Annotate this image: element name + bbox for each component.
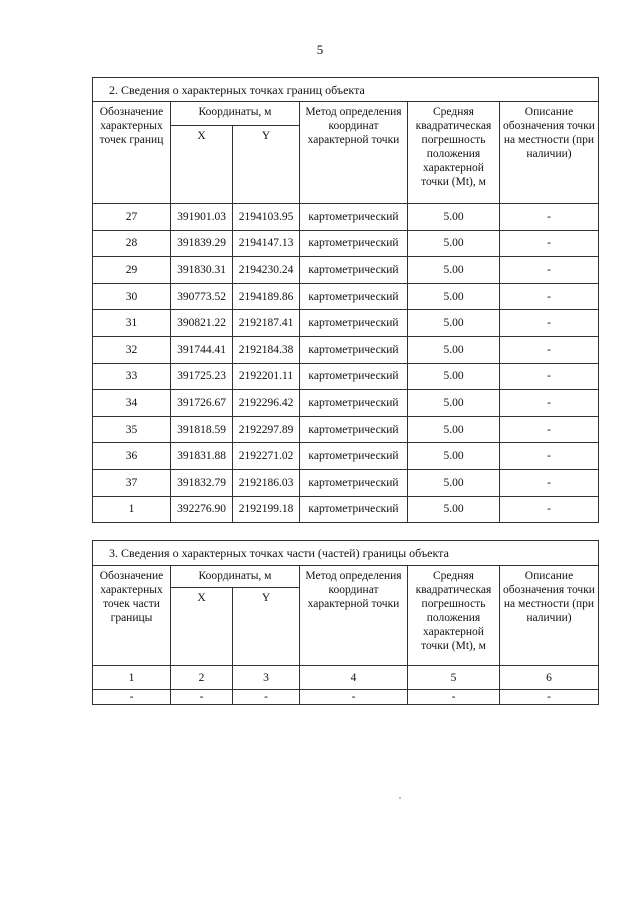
method-cell: картометрический: [300, 204, 408, 231]
description-cell: -: [500, 469, 599, 496]
x-coordinate: 391901.03: [171, 204, 233, 231]
accuracy-cell: 5.00: [408, 469, 500, 496]
method-cell: картометрический: [300, 336, 408, 363]
y-coordinate: -: [233, 690, 300, 705]
method-cell: -: [300, 690, 408, 705]
point-number: 30: [93, 283, 171, 310]
header-method: Метод определения координат характерной точки: [300, 566, 408, 666]
y-coordinate: 2192186.03: [233, 469, 300, 496]
y-coordinate: 2192199.18: [233, 496, 300, 523]
method-cell: картометрический: [300, 390, 408, 417]
description-cell: -: [500, 416, 599, 443]
header-accuracy: Средняя квадратическая погрешность положения характерной точки (Mt), м: [408, 102, 500, 204]
y-coordinate: 2192201.11: [233, 363, 300, 390]
table-row: [93, 496, 599, 523]
method-cell: картометрический: [300, 283, 408, 310]
table-row: [93, 390, 599, 417]
accuracy-cell: 5.00: [408, 416, 500, 443]
table-row: [93, 469, 599, 496]
table-row: [93, 310, 599, 337]
section-3-title: 3. Сведения о характерных точках части (частей) границы объекта: [93, 541, 599, 566]
x-coordinate: 391725.23: [171, 363, 233, 390]
y-coordinate: 2192184.38: [233, 336, 300, 363]
y-coordinate: 2194147.13: [233, 230, 300, 257]
x-coordinate: 390821.22: [171, 310, 233, 337]
table-row: [93, 363, 599, 390]
table-row: [93, 336, 599, 363]
x-coordinate: 391830.31: [171, 257, 233, 284]
point-number: -: [93, 690, 171, 705]
accuracy-cell: 5.00: [408, 283, 500, 310]
description-cell: -: [500, 310, 599, 337]
header-point: Обозначение характерных точек границ: [93, 102, 171, 204]
x-coordinate: 391839.29: [171, 230, 233, 257]
accuracy-cell: 5.00: [408, 363, 500, 390]
point-number: 35: [93, 416, 171, 443]
table-row: [93, 230, 599, 257]
header-point: Обозначение характерных точек части границы: [93, 566, 171, 666]
description-cell: -: [500, 390, 599, 417]
y-coordinate: 2192297.89: [233, 416, 300, 443]
header-x: X: [171, 126, 233, 204]
method-cell: картометрический: [300, 257, 408, 284]
header-y: Y: [233, 588, 300, 666]
y-coordinate: 2194189.86: [233, 283, 300, 310]
x-coordinate: 391744.41: [171, 336, 233, 363]
y-coordinate: 2194103.95: [233, 204, 300, 231]
description-cell: -: [500, 363, 599, 390]
part-boundary-points-table: [92, 540, 599, 705]
point-number: 33: [93, 363, 171, 390]
method-cell: картометрический: [300, 230, 408, 257]
point-number: 27: [93, 204, 171, 231]
column-number: 5: [408, 666, 500, 690]
table-row: [93, 443, 599, 470]
x-coordinate: -: [171, 690, 233, 705]
description-cell: -: [500, 230, 599, 257]
y-coordinate: 2194230.24: [233, 257, 300, 284]
point-number: 36: [93, 443, 171, 470]
header-description: Описание обозначения точки на местности (при наличии): [500, 566, 599, 666]
description-cell: -: [500, 496, 599, 523]
header-coordinates: Координаты, м: [171, 102, 300, 126]
x-coordinate: 392276.90: [171, 496, 233, 523]
point-number: 32: [93, 336, 171, 363]
header-description: Описание обозначения точки на местности (при наличии): [500, 102, 599, 204]
point-number: 37: [93, 469, 171, 496]
y-coordinate: 2192271.02: [233, 443, 300, 470]
description-cell: -: [500, 283, 599, 310]
method-cell: картометрический: [300, 416, 408, 443]
table-row: [93, 690, 599, 705]
y-coordinate: 2192296.42: [233, 390, 300, 417]
table-row: [93, 257, 599, 284]
header-x: X: [171, 588, 233, 666]
header-y: Y: [233, 126, 300, 204]
column-number: 1: [93, 666, 171, 690]
method-cell: картометрический: [300, 363, 408, 390]
x-coordinate: 391831.88: [171, 443, 233, 470]
boundary-points-table: [92, 77, 599, 523]
y-coordinate: 2192187.41: [233, 310, 300, 337]
description-cell: -: [500, 204, 599, 231]
table-row: [93, 283, 599, 310]
header-coordinates: Координаты, м: [171, 566, 300, 588]
accuracy-cell: 5.00: [408, 310, 500, 337]
x-coordinate: 391832.79: [171, 469, 233, 496]
accuracy-cell: 5.00: [408, 230, 500, 257]
column-number: 4: [300, 666, 408, 690]
column-number: 2: [171, 666, 233, 690]
method-cell: картометрический: [300, 443, 408, 470]
accuracy-cell: 5.00: [408, 336, 500, 363]
accuracy-cell: 5.00: [408, 443, 500, 470]
accuracy-cell: 5.00: [408, 257, 500, 284]
point-number: 28: [93, 230, 171, 257]
column-number: 6: [500, 666, 599, 690]
method-cell: картометрический: [300, 310, 408, 337]
x-coordinate: 391726.67: [171, 390, 233, 417]
accuracy-cell: 5.00: [408, 204, 500, 231]
scan-speck: [399, 797, 401, 799]
description-cell: -: [500, 690, 599, 705]
description-cell: -: [500, 257, 599, 284]
point-number: 34: [93, 390, 171, 417]
point-number: 31: [93, 310, 171, 337]
table-row: [93, 204, 599, 231]
page-number: 5: [316, 42, 324, 57]
accuracy-cell: -: [408, 690, 500, 705]
accuracy-cell: 5.00: [408, 390, 500, 417]
point-number: 1: [93, 496, 171, 523]
description-cell: -: [500, 443, 599, 470]
section-2-title: 2. Сведения о характерных точках границ объекта: [93, 78, 599, 102]
x-coordinate: 391818.59: [171, 416, 233, 443]
method-cell: картометрический: [300, 496, 408, 523]
boundary-points-body: [93, 204, 599, 523]
table-row: [93, 416, 599, 443]
header-method: Метод определения координат характерной точки: [300, 102, 408, 204]
x-coordinate: 390773.52: [171, 283, 233, 310]
description-cell: -: [500, 336, 599, 363]
point-number: 29: [93, 257, 171, 284]
method-cell: картометрический: [300, 469, 408, 496]
part-boundary-points-body: [93, 690, 599, 705]
header-accuracy: Средняя квадратическая погрешность положения характерной точки (Mt), м: [408, 566, 500, 666]
accuracy-cell: 5.00: [408, 496, 500, 523]
column-number: 3: [233, 666, 300, 690]
